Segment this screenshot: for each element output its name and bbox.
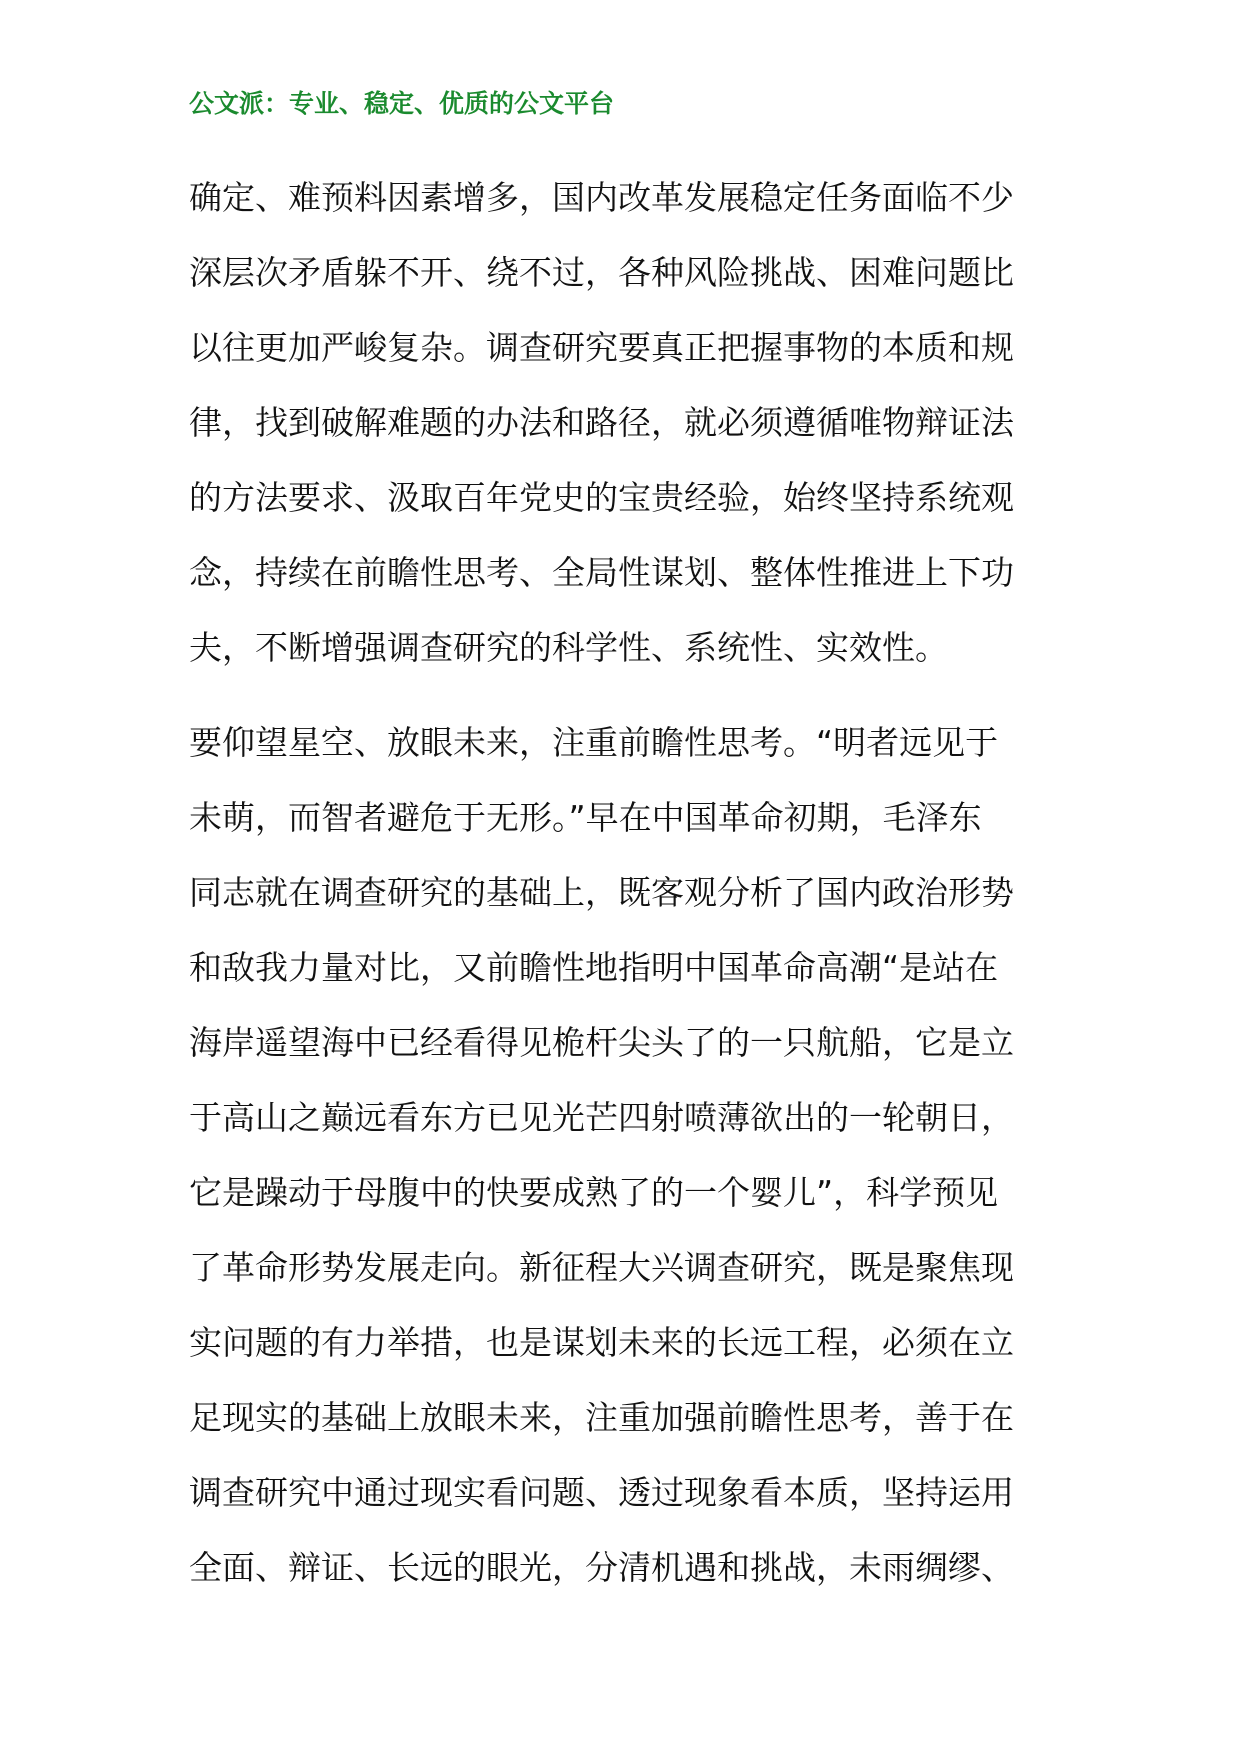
text-line: 夫，不断增强调查研究的科学性、系统性、实效性。 bbox=[189, 628, 948, 667]
text-line: 念，持续在前瞻性思考、全局性谋划、整体性推进上下功 bbox=[189, 553, 1014, 592]
text-line: 足现实的基础上放眼未来，注重加强前瞻性思考，善于在 bbox=[189, 1398, 1014, 1437]
text-line: 的方法要求、汲取百年党史的宝贵经验，始终坚持系统观 bbox=[189, 478, 1014, 517]
header-title: 公文派：专业、稳定、优质的公文平台 bbox=[189, 89, 615, 118]
text-line: 未萌，而智者避危于无形。”早在中国革命初期，毛泽东 bbox=[189, 798, 982, 837]
text-line: 调查研究中通过现实看问题、透过现象看本质，坚持运用 bbox=[189, 1473, 1014, 1512]
paragraph-2 bbox=[189, 705, 1069, 1605]
text-line: 了革命形势发展走向。新征程大兴调查研究，既是聚焦现 bbox=[189, 1248, 1014, 1287]
text-line: 深层次矛盾躲不开、绕不过，各种风险挑战、困难问题比 bbox=[189, 253, 1014, 292]
text-line: 同志就在调查研究的基础上，既客观分析了国内政治形势 bbox=[189, 873, 1014, 912]
text-line: 和敌我力量对比，又前瞻性地指明中国革命高潮“是站在 bbox=[189, 948, 999, 987]
text-line: 实问题的有力举措，也是谋划未来的长远工程，必须在立 bbox=[189, 1323, 1014, 1362]
text-line: 确定、难预料因素增多，国内改革发展稳定任务面临不少 bbox=[189, 178, 1014, 217]
text-line: 律，找到破解难题的办法和路径，就必须遵循唯物辩证法 bbox=[189, 403, 1014, 442]
paragraph-1 bbox=[189, 160, 1069, 685]
text-line: 以往更加严峻复杂。调查研究要真正把握事物的本质和规 bbox=[189, 328, 1014, 367]
text-line: 海岸遥望海中已经看得见桅杆尖头了的一只航船，它是立 bbox=[189, 1023, 1014, 1062]
paragraph-gap bbox=[189, 685, 1069, 705]
document-body bbox=[189, 160, 1069, 1605]
text-line: 它是躁动于母腹中的快要成熟了的一个婴儿”，科学预见 bbox=[189, 1173, 999, 1212]
text-line: 于高山之巅远看东方已见光芒四射喷薄欲出的一轮朝日， bbox=[189, 1098, 1014, 1137]
text-line: 要仰望星空、放眼未来，注重前瞻性思考。“明者远见于 bbox=[189, 723, 999, 762]
text-line: 全面、辩证、长远的眼光，分清机遇和挑战，未雨绸缪、 bbox=[189, 1548, 1014, 1587]
